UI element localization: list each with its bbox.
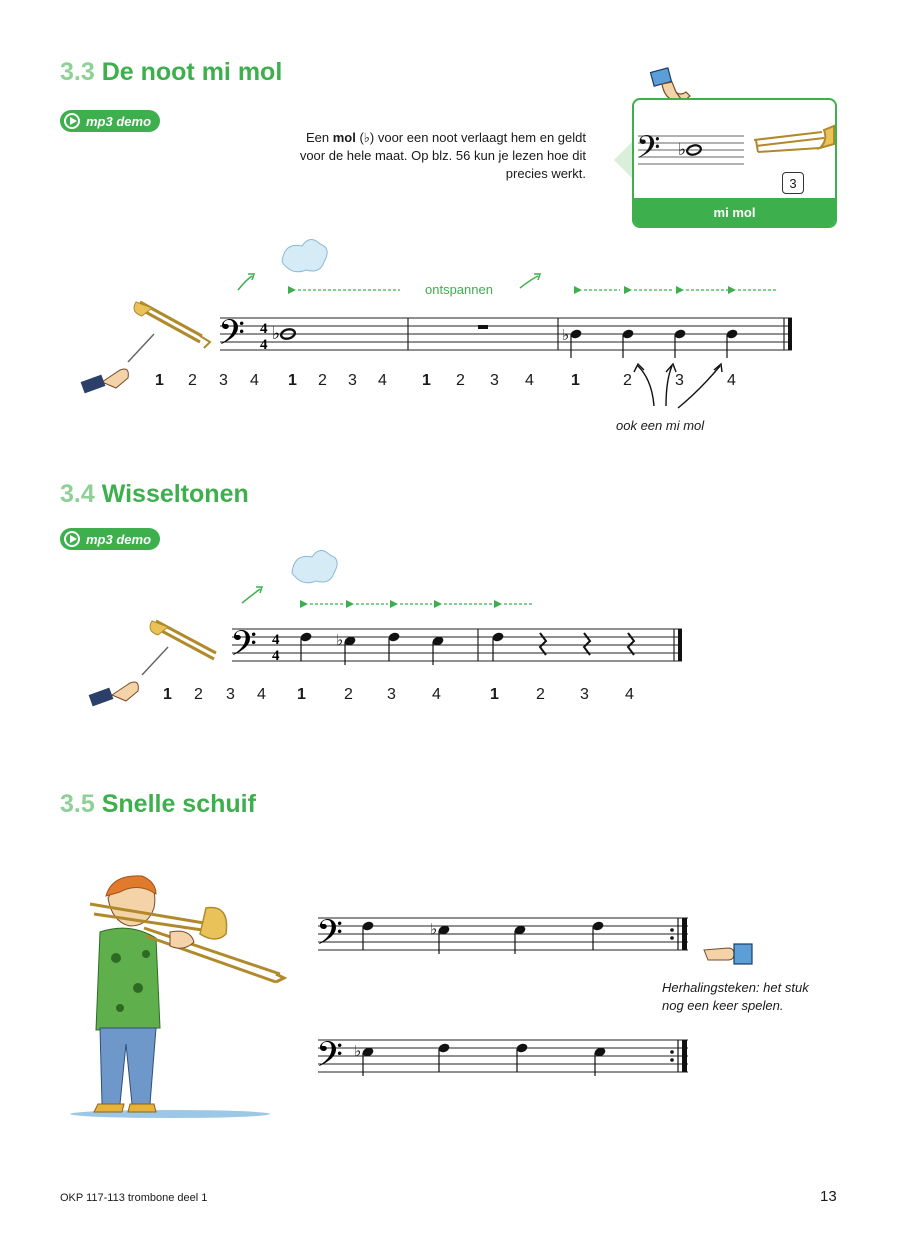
ook-mi-mol-caption: ook een mi mol: [616, 418, 705, 433]
footer-book-title: OKP 117-113 trombone deel 1: [60, 1192, 208, 1204]
svg-text:𝄢: 𝄢: [636, 129, 661, 173]
bass-clef-icon: 𝄢: [230, 623, 258, 672]
count-2-9: 1: [490, 686, 499, 703]
count-1-3: 3: [219, 372, 228, 389]
whole-rest: [478, 325, 488, 329]
mp3-demo-button-3-3[interactable]: mp3 demo: [60, 110, 160, 132]
repeat-sign-caption: Herhalingsteken: het stuk nog een keer spelen.: [662, 980, 809, 1013]
staff-lines: [220, 318, 792, 350]
count-2-11: 3: [580, 686, 589, 703]
quarter-notes: [299, 631, 444, 665]
time-sig-bottom: 4: [260, 337, 268, 353]
count-1-9: 1: [422, 372, 431, 389]
count-1-11: 3: [490, 372, 499, 389]
bass-clef-icon: 𝄢: [218, 312, 246, 361]
count-2-8: 4: [432, 686, 441, 703]
trombone-illustration: [150, 621, 216, 659]
count-1-8: 4: [378, 372, 387, 389]
count-1-1: 1: [155, 372, 164, 389]
section-title-3-4: 3.4 Wisseltonen: [60, 480, 249, 508]
count-1-6: 2: [318, 372, 327, 389]
count-1-7: 3: [348, 372, 357, 389]
ontspannen-label: ontspannen: [425, 282, 493, 297]
quarter-note-and-rests: [491, 631, 634, 661]
breath-cloud-icon: [238, 239, 327, 290]
note-box-label: mi mol: [634, 198, 835, 226]
flat-icon: ♭: [272, 324, 281, 344]
count-2-4: 4: [257, 686, 266, 703]
count-2-10: 2: [536, 686, 545, 703]
conductor-hand-icon: [81, 334, 154, 393]
final-barline: [788, 318, 792, 350]
count-2-5: 1: [297, 686, 306, 703]
breath-arrows: [300, 600, 532, 608]
staff-lines: [318, 1040, 688, 1072]
count-2-3: 3: [226, 686, 235, 703]
quarter-notes: [361, 920, 604, 954]
exercise-3-5-line-1: [316, 900, 696, 970]
bass-clef-icon: 𝄢: [316, 912, 344, 961]
bass-clef-icon: 𝄢: [316, 1034, 344, 1083]
section-title-3-3: 3.3 De noot mi mol: [60, 58, 283, 86]
breath-arrows: [288, 274, 776, 294]
svg-text:4: 4: [272, 648, 280, 664]
count-2-1: 1: [163, 686, 172, 703]
count-1-10: 2: [456, 372, 465, 389]
count-1-16: 4: [727, 372, 736, 389]
note-box-staff: [634, 100, 837, 200]
final-barline: [678, 629, 682, 661]
time-sig-top: 4: [260, 321, 268, 337]
slide-position-badge: 3: [782, 172, 804, 194]
svg-text:♭: ♭: [430, 920, 438, 938]
conductor-hand-icon: [89, 647, 168, 706]
svg-text:♭: ♭: [336, 631, 344, 649]
staff-lines: [232, 629, 682, 661]
count-2-2: 2: [194, 686, 203, 703]
count-1-13: 1: [571, 372, 580, 389]
pointing-hand-icon: [700, 938, 756, 970]
page-number: 13: [820, 1188, 837, 1205]
svg-text:♭: ♭: [678, 140, 687, 160]
svg-text:♭: ♭: [354, 1042, 362, 1060]
exercise-3-5-line-2: [316, 1022, 696, 1092]
count-1-15: 3: [675, 372, 684, 389]
staff-lines: [318, 918, 688, 950]
svg-text:4: 4: [272, 632, 280, 648]
count-1-5: 1: [288, 372, 297, 389]
svg-text:♭: ♭: [562, 326, 570, 344]
quarter-notes: [354, 1042, 607, 1076]
play-icon: [64, 113, 80, 129]
trombone-illustration: [134, 302, 210, 348]
count-1-4: 4: [250, 372, 259, 389]
boy-playing-trombone-illustration: [60, 868, 290, 1118]
mp3-demo-button-3-4[interactable]: mp3 demo: [60, 528, 160, 550]
count-1-12: 4: [525, 372, 534, 389]
breath-cloud-icon: [242, 550, 337, 603]
exercise-3-3: [60, 230, 820, 430]
mol-description: Een mol (♭) voor een noot verlaagt hem en geldt voor de hele maat. Op blz. 56 kun je lezen hoe dit precies werkt.: [299, 130, 586, 181]
count-2-6: 2: [344, 686, 353, 703]
count-2-12: 4: [625, 686, 634, 703]
count-1-2: 2: [188, 372, 197, 389]
section-title-3-5: 3.5 Snelle schuif: [60, 790, 256, 818]
count-2-7: 3: [387, 686, 396, 703]
count-1-14: 2: [623, 372, 632, 389]
note-box-mi-mol: [632, 98, 837, 228]
exercise-3-4: [60, 545, 700, 715]
